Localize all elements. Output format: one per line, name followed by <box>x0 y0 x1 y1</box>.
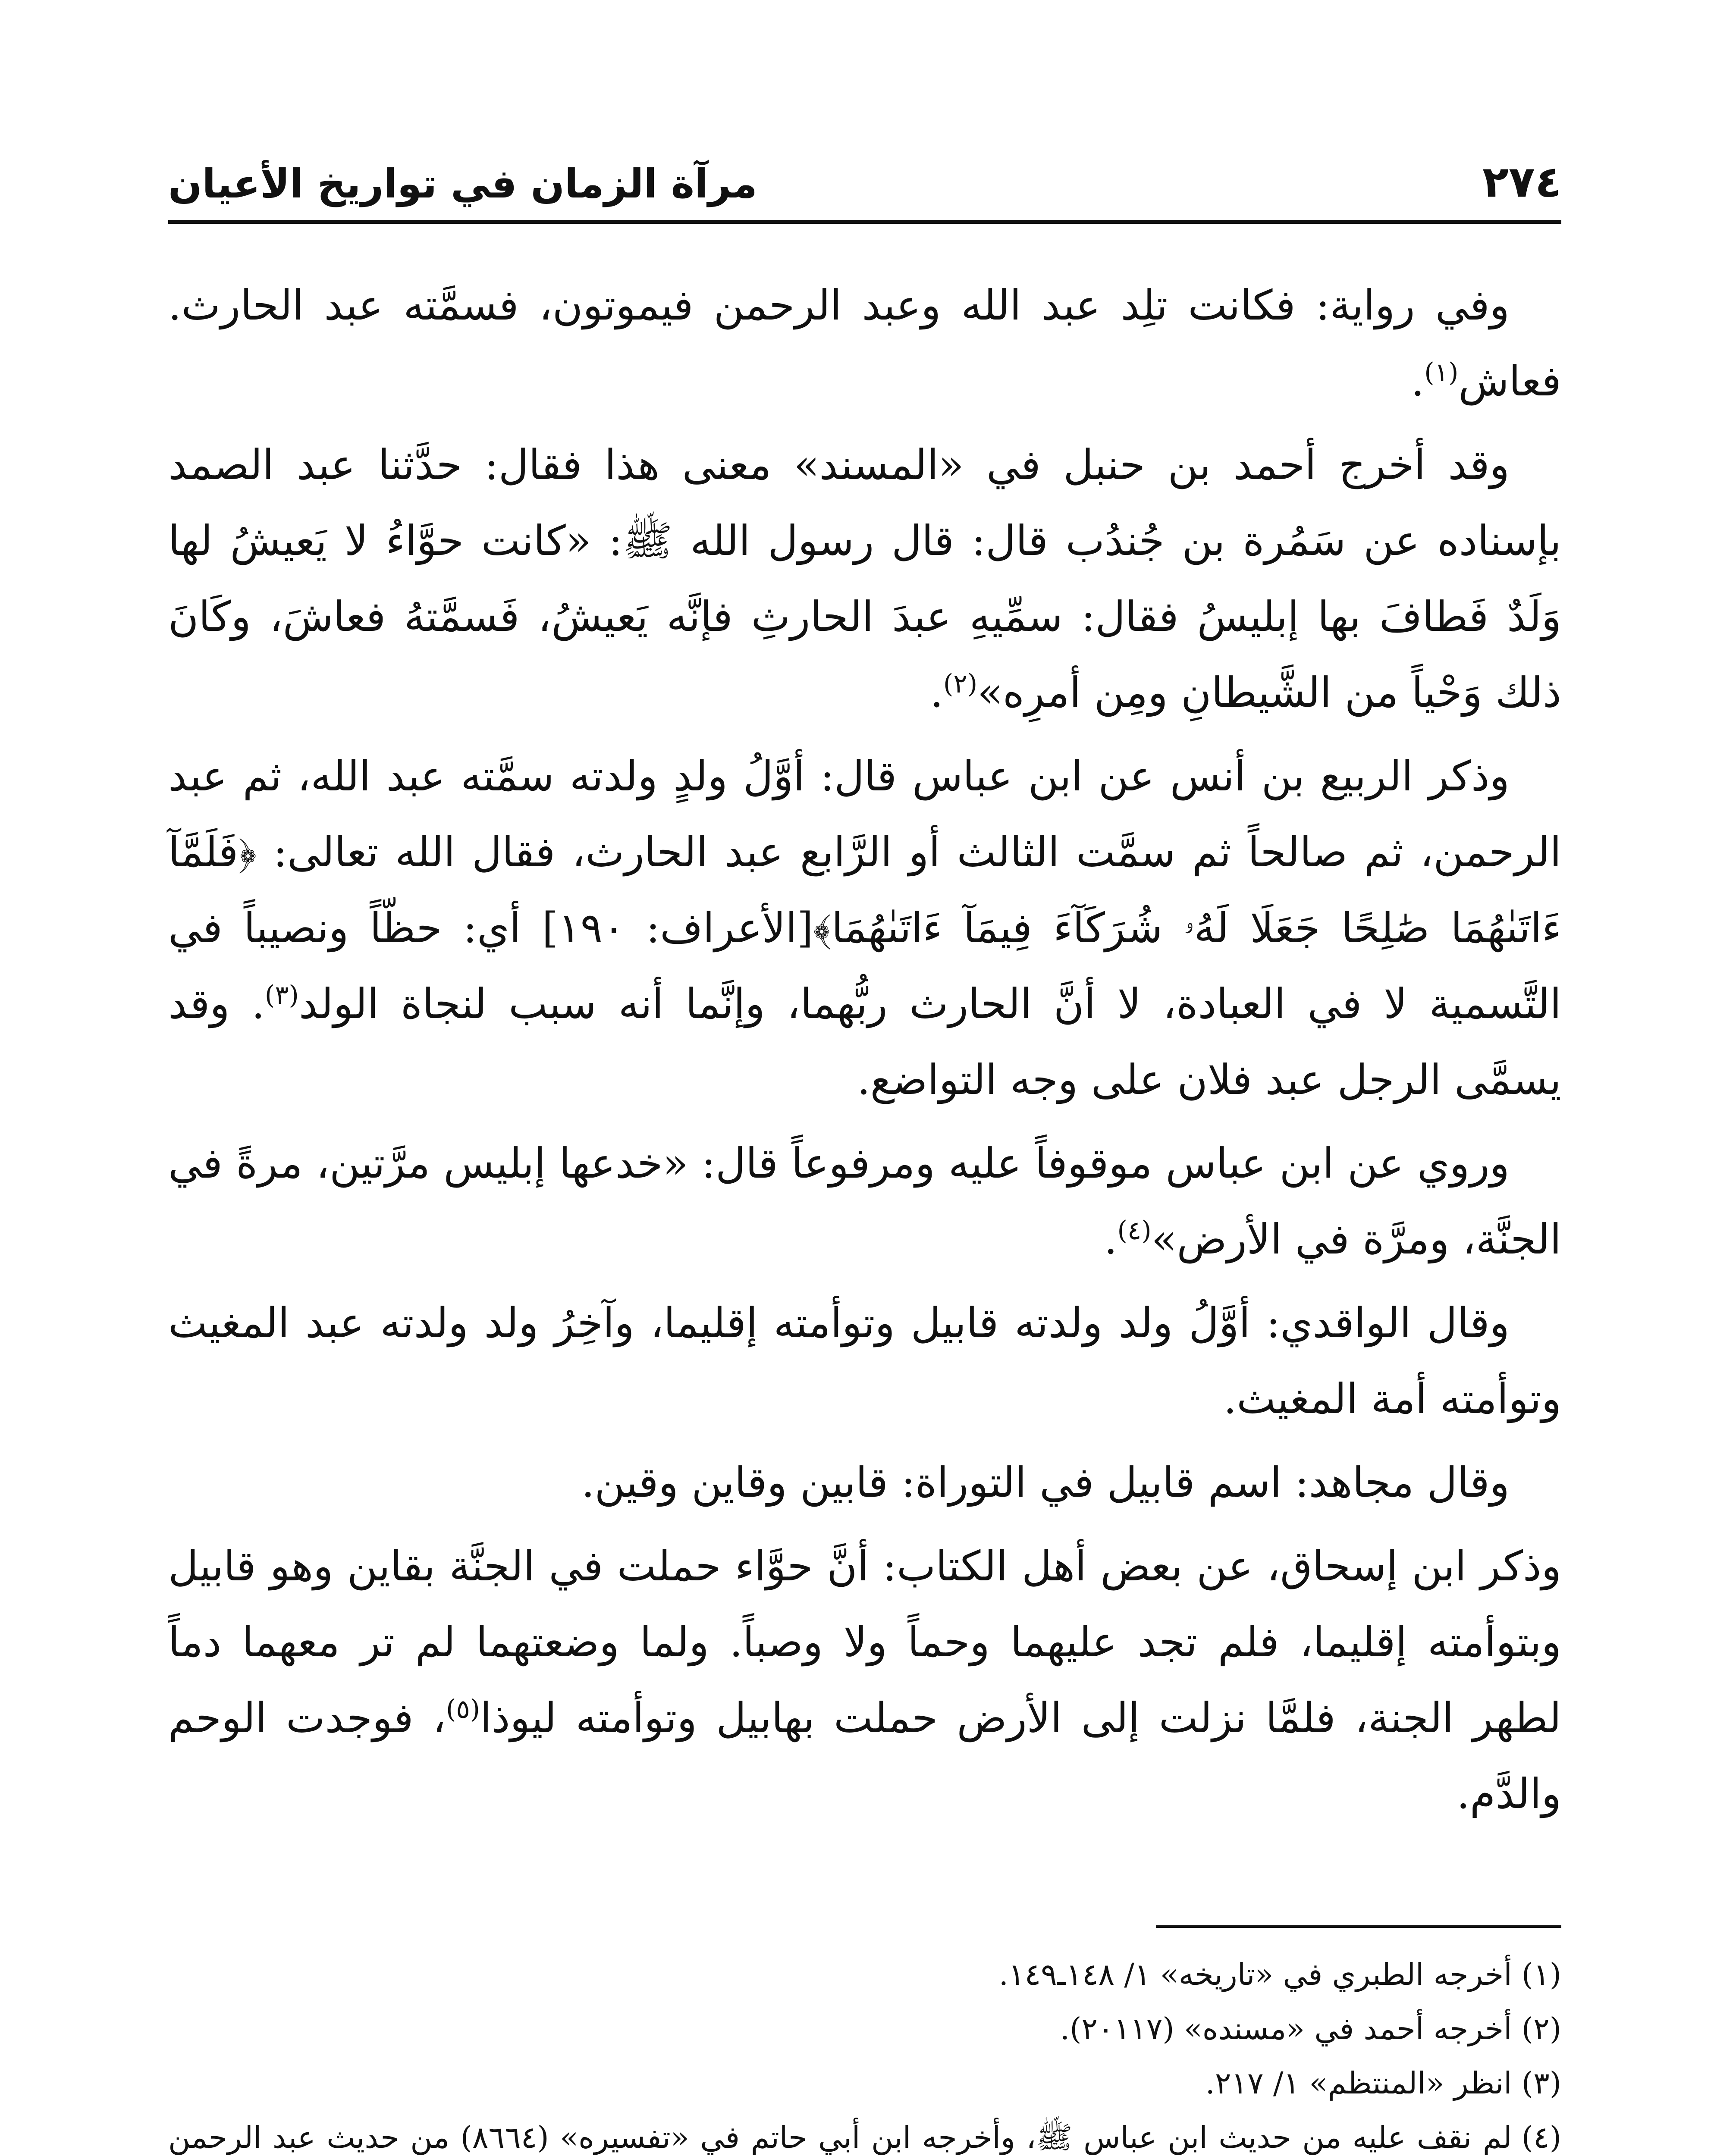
paragraph-text: وروي عن ابن عباس موقوفاً عليه ومرفوعاً قال: «خدعها إبليس مرَّتين، مرةً في الجنَّة، ومرَّة في الأرض» <box>168 1139 1561 1263</box>
paragraph-text: ، فوجدت الوحم والدَّم. <box>168 1694 1561 1818</box>
footnote-separator <box>1156 1925 1561 1928</box>
paragraph-text: وذكر ابن إسحاق، عن بعض أهل الكتاب: أنَّ حوَّاء حملت في الجنَّة بقاين وهو قابيل وبتوأمته إقليما، فلم تجد عليهما وحماً ولا وصباً. ولما وضعتهما لم تر معهما دماً لطهر الجنة، فلمَّا نزلت إلى الأرض حملت بهابيل وتوأمته ليوذا <box>168 1542 1562 1742</box>
paragraph <box>168 1445 1561 1520</box>
paragraph <box>168 1285 1561 1437</box>
footnotes <box>168 1949 1561 2156</box>
footnote <box>168 2003 1561 2054</box>
paragraph <box>168 267 1561 419</box>
paragraph-text: . <box>1104 1215 1118 1263</box>
footnote-reference: (٢) <box>943 669 978 699</box>
paragraph <box>168 738 1561 1118</box>
footnote-number: (٣) <box>1521 2065 1561 2101</box>
paragraph-text: وفي رواية: فكانت تلِد عبد الله وعبد الرحمن فيموتون، فسمَّته عبد الحارث. فعاش <box>168 281 1561 405</box>
footnote-text: لم نقف عليه من حديث ابن عباس ﷺ، وأخرجه ابن أبي حاتم في «تفسيره» (٨٦٦٤) من حديث عبد الرحمن <box>168 2120 1512 2155</box>
footnote <box>168 1949 1561 2000</box>
paragraph-text: وذكر الربيع بن أنس عن ابن عباس قال: أوَّلُ ولدٍ ولدته سمَّته عبد الله، ثم عبد الرحمن، ثم صالحاً ثم سمَّت الثالث أو الرَّابع عبد الحارث، فقال الله تعالى: ﴿فَلَمَّآ ءَاتَىٰهُمَا صَٰلِحًا جَعَلَا لَهُۥ شُرَكَآءَ فِيمَآ ءَاتَىٰهُمَا﴾[الأعراف: ١٩٠] أي: حظّاً ونصيباً في التَّسمية لا في العبادة، لا أنَّ الحارث ربُّهما، وإنَّما أنه سبب لنجاة الولد <box>168 752 1562 1028</box>
paragraph-text: . <box>1411 357 1425 405</box>
footnote-number: (١) <box>1521 1957 1561 1992</box>
main-text <box>168 267 1561 1839</box>
footnote <box>168 2058 1561 2109</box>
paragraph-text: وقال الواقدي: أوَّلُ ولد ولدته قابيل وتوأمته إقليما، وآخِرُ ولد ولدته عبد المغيث وتوأمته أمة المغيث. <box>168 1299 1561 1423</box>
footnote-reference: (٥) <box>446 1694 480 1724</box>
paragraph-text: . <box>930 668 944 717</box>
page-header <box>168 151 1561 224</box>
paragraph <box>168 1125 1561 1277</box>
paragraph-text: وقال مجاهد: اسم قابيل في التوراة: قابين وقاين وقين. <box>581 1458 1510 1507</box>
footnote-number: (٤) <box>1521 2120 1561 2155</box>
paragraph <box>168 1528 1561 1832</box>
footnote-text: أخرجه الطبري في «تاريخه» ١/ ١٤٨ـ١٤٩. <box>998 1957 1512 1992</box>
footnote-text: انظر «المنتظم» ١/ ٢١٧. <box>1205 2065 1512 2101</box>
running-title: مرآة الزمان في تواريخ الأعيان <box>168 161 757 207</box>
footnote <box>168 2112 1561 2156</box>
paragraph-text: . وقد يسمَّى الرجل عبد فلان على وجه التواضع. <box>168 980 1561 1104</box>
footnote-reference: (٤) <box>1117 1216 1152 1246</box>
footnote-text: أخرجه أحمد في «مسنده» (٢٠١١٧). <box>1060 2011 1512 2046</box>
paragraph-text: وقد أخرج أحمد بن حنبل في «المسند» معنى هذا فقال: حدَّثنا عبد الصمد بإسناده عن سَمُرة بن جُندُب قال: قال رسول الله ﷺ: «كانت حوَّاءُ لا يَعيشُ لها وَلَدٌ فَطافَ بها إبليسُ فقال: سمِّيهِ عبدَ الحارثِ فإنَّه يَعيشُ، فَسمَّتهُ فعاشَ، وكَانَ ذلك وَحْياً من الشَّيطانِ ومِن أمرِه» <box>168 441 1562 717</box>
paragraph <box>168 427 1561 730</box>
footnote-number: (٢) <box>1521 2011 1561 2046</box>
footnote-reference: (١) <box>1424 357 1459 388</box>
page-number: ٢٧٤ <box>1482 157 1561 207</box>
footnote-reference: (٣) <box>264 980 299 1010</box>
